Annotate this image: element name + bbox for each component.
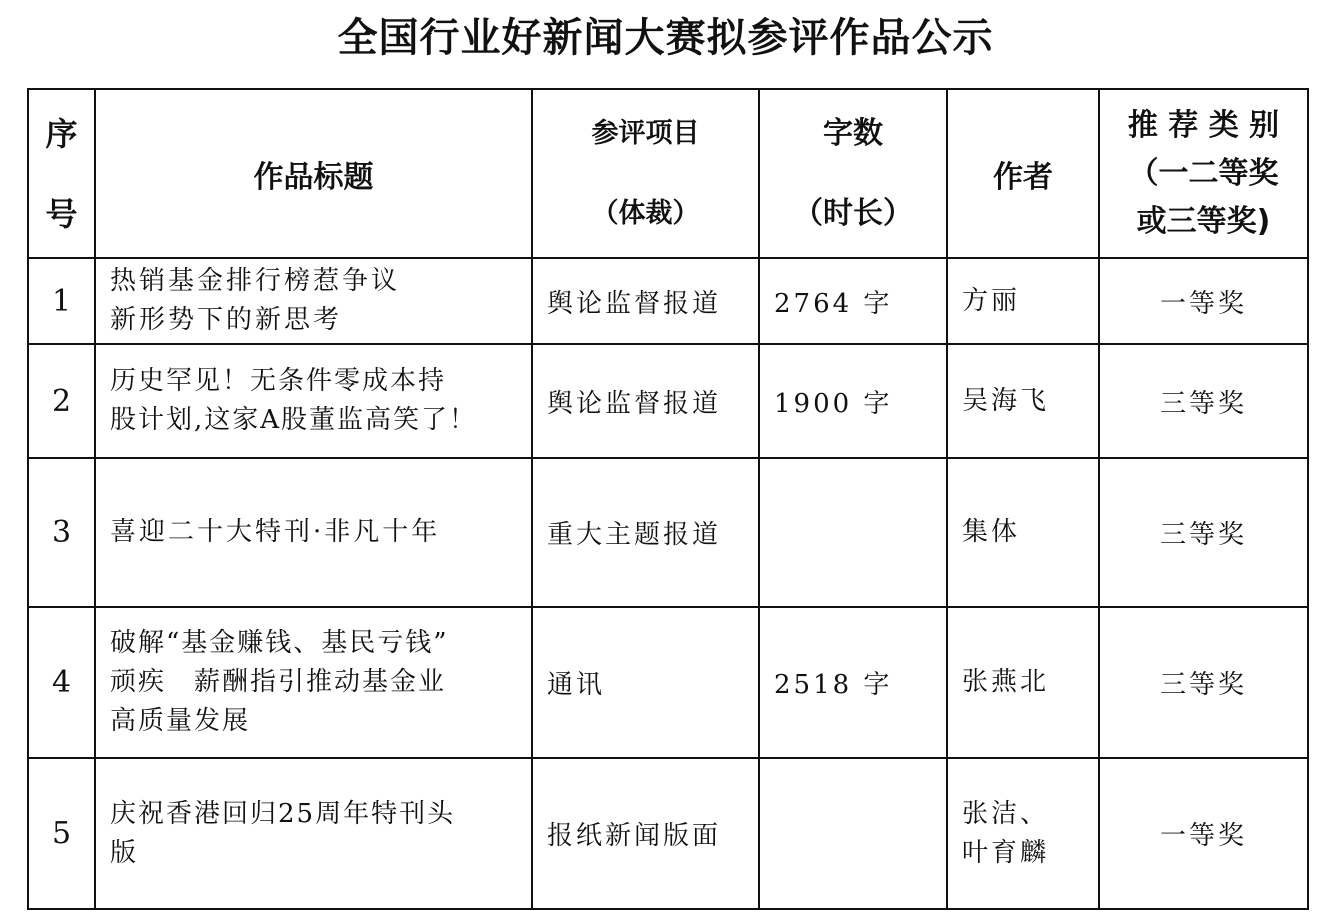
row-seq: 5: [28, 758, 95, 909]
works-table: [27, 88, 1309, 910]
header-row: [28, 89, 1308, 258]
row-category: 重大主题报道: [532, 458, 759, 607]
header-category: 参评项目 （体裁）: [532, 89, 759, 258]
row-award: 三等奖: [1099, 458, 1308, 607]
row-title: 喜迎二十大特刊·非凡十年: [95, 458, 532, 607]
row-seq: 4: [28, 607, 95, 758]
row-seq: 2: [28, 344, 95, 458]
row-author: 集体: [947, 458, 1099, 607]
row-length: [759, 758, 947, 909]
page-title: 全国行业好新闻大赛拟参评作品公示: [337, 15, 994, 61]
row-length: 1900 字: [759, 344, 947, 458]
row-length: 2518 字: [759, 607, 947, 758]
header-work-title: 作品标题: [95, 89, 532, 258]
row-title: 庆祝香港回归25周年特刊头 版: [95, 758, 532, 909]
table-row: [28, 258, 1308, 344]
table-row: [28, 458, 1308, 607]
row-length: [759, 458, 947, 607]
row-author: 张洁、 叶育麟: [947, 758, 1099, 909]
row-author: 张燕北: [947, 607, 1099, 758]
row-award: 三等奖: [1099, 607, 1308, 758]
row-seq: 3: [28, 458, 95, 607]
row-award: 一等奖: [1099, 758, 1308, 909]
table-row: [28, 344, 1308, 458]
row-author: 方丽: [947, 258, 1099, 344]
row-award: 三等奖: [1099, 344, 1308, 458]
row-title: 历史罕见！无条件零成本持 股计划,这家A股董监高笑了！: [95, 344, 532, 458]
row-category: 通讯: [532, 607, 759, 758]
header-author: 作者: [947, 89, 1099, 258]
table-row: [28, 607, 1308, 758]
row-author: 吴海飞: [947, 344, 1099, 458]
row-category: 报纸新闻版面: [532, 758, 759, 909]
header-seq: 序 号: [28, 89, 95, 258]
row-title: 破解“基金赚钱、基民亏钱” 顽疾 薪酬指引推动基金业 高质量发展: [95, 607, 532, 758]
row-award: 一等奖: [1099, 258, 1308, 344]
header-length: 字数 （时长）: [759, 89, 947, 258]
row-category: 舆论监督报道: [532, 258, 759, 344]
row-seq: 1: [28, 258, 95, 344]
header-recommend: 推 荐 类 别 （一二等奖 或三等奖): [1099, 89, 1308, 258]
table-row: [28, 758, 1308, 909]
row-category: 舆论监督报道: [532, 344, 759, 458]
row-title: 热销基金排行榜惹争议 新形势下的新思考: [95, 258, 532, 344]
row-length: 2764 字: [759, 258, 947, 344]
